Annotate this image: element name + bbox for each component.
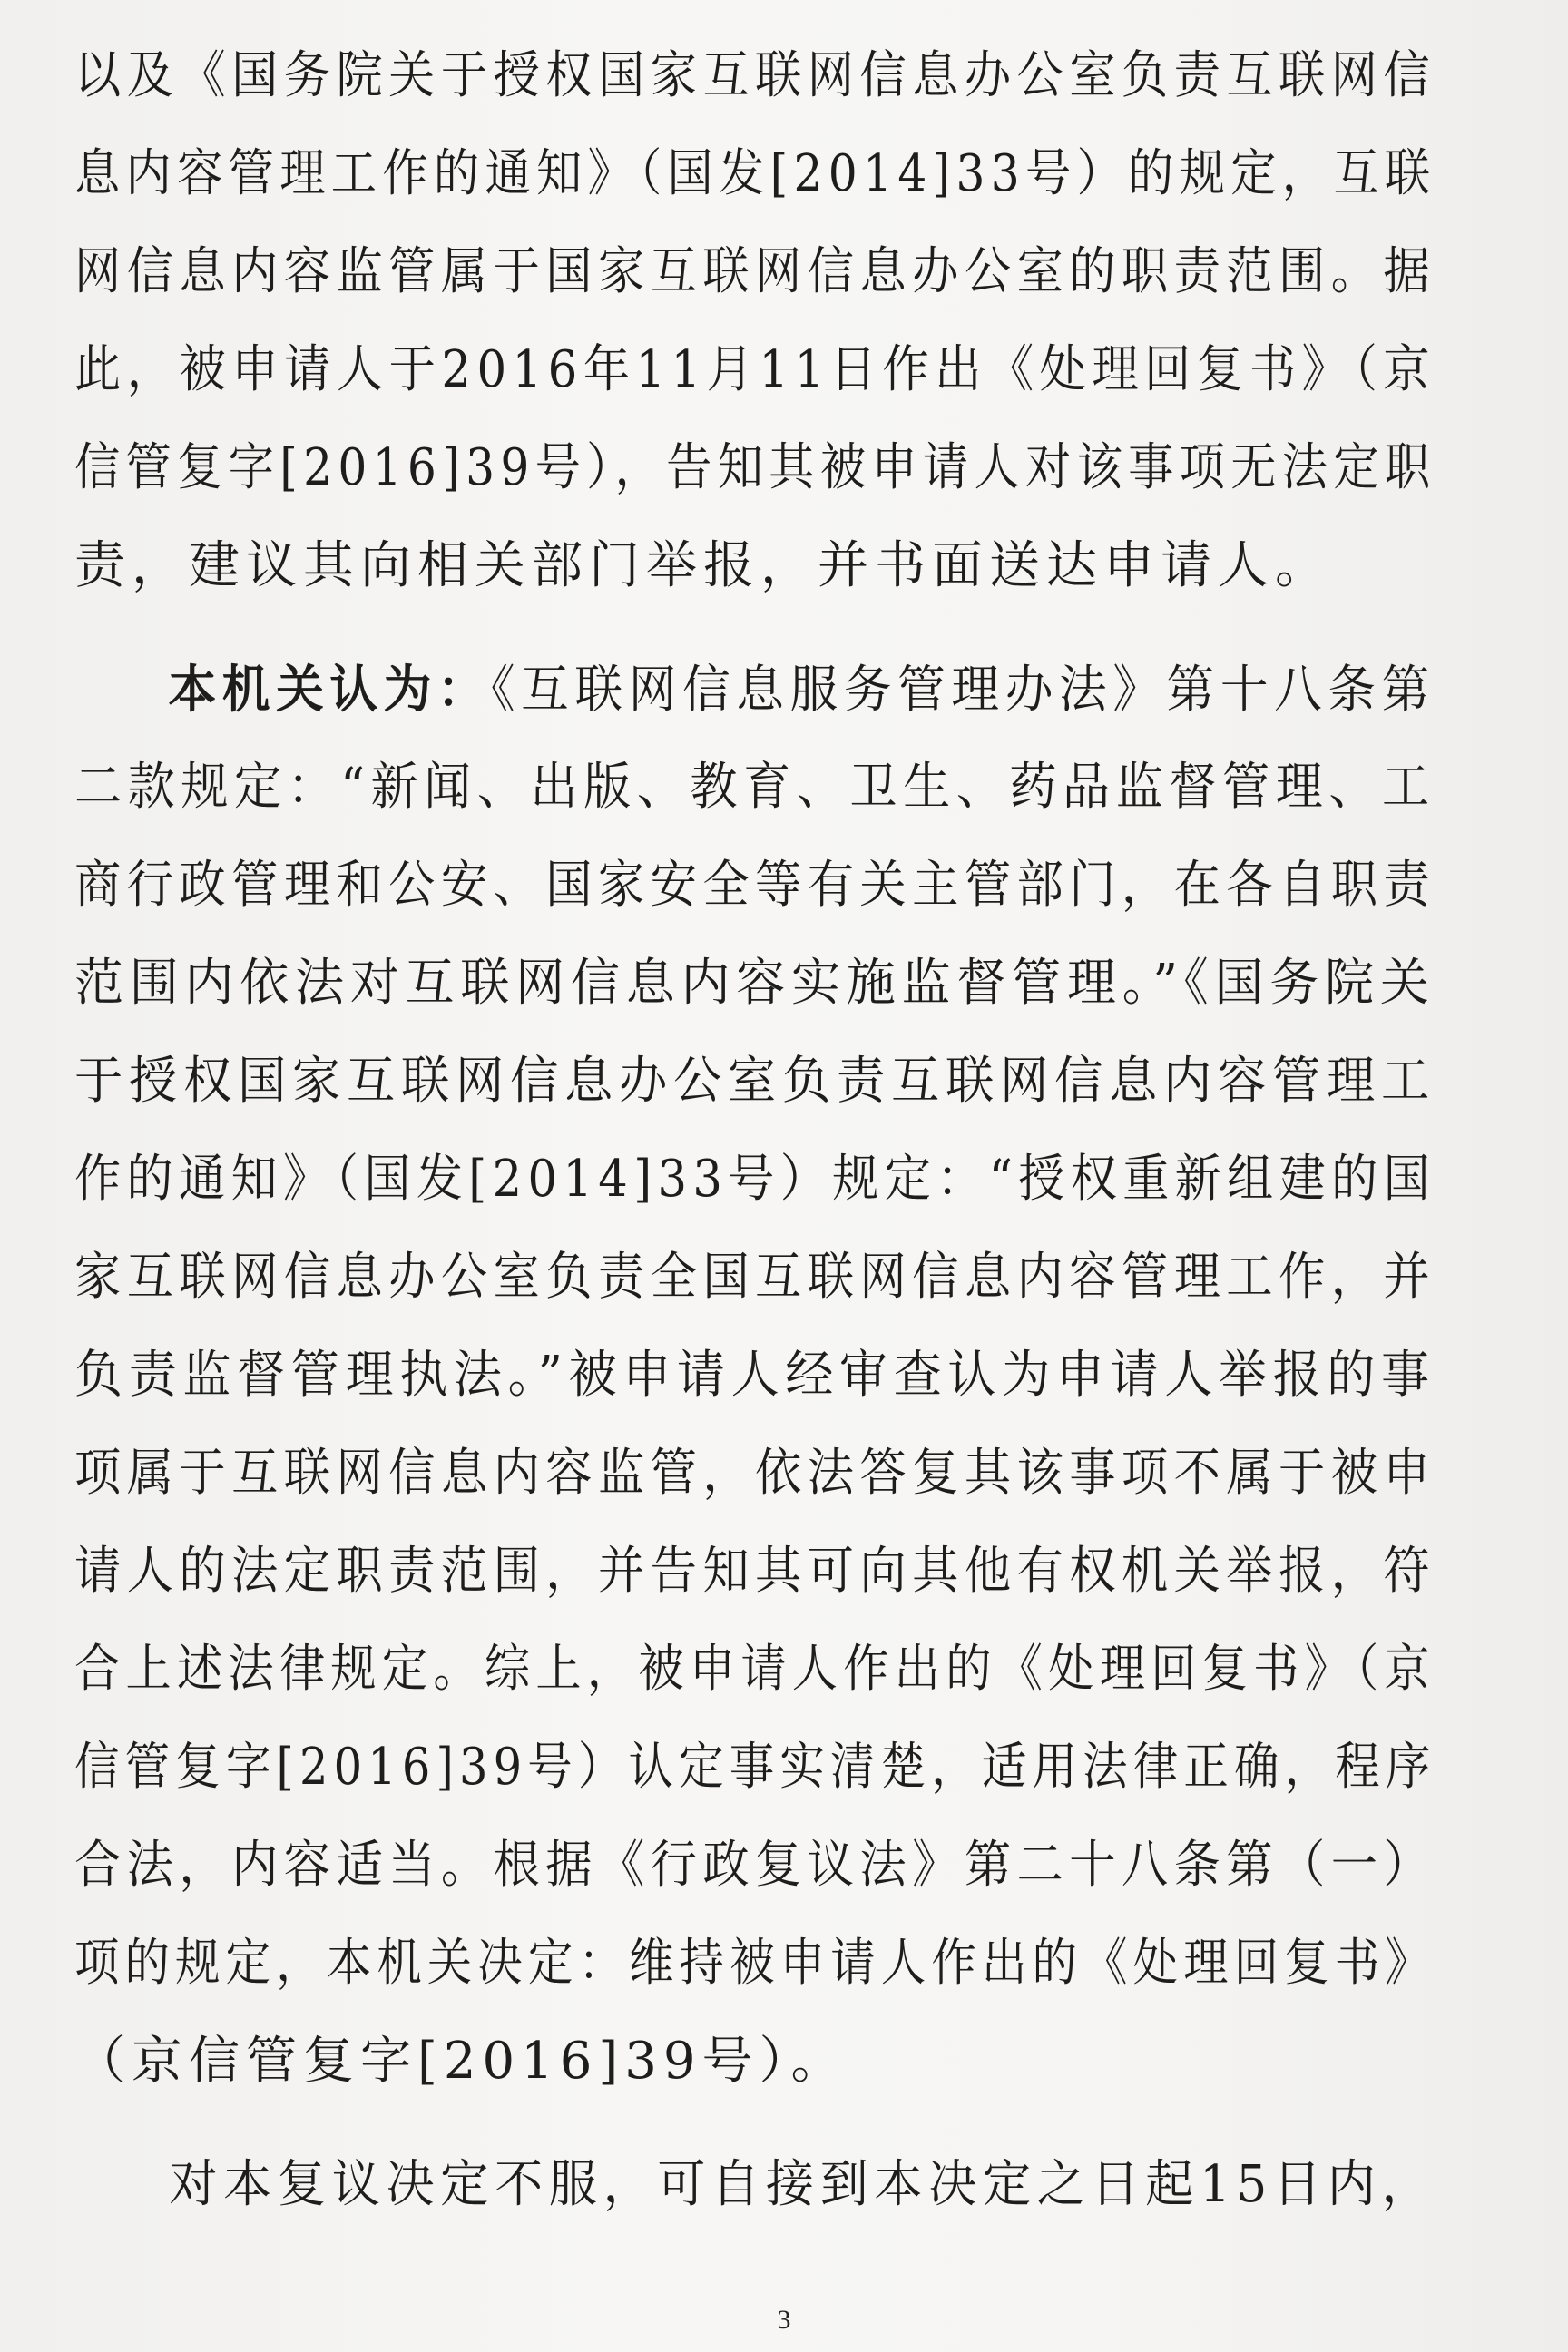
text-line-first: [74, 641, 1436, 739]
text-line: 项属于互联网信息内容监管，依法答复其该事项不属于被申: [74, 1444, 1436, 1503]
text-line: 二款规定：“新闻、出版、教育、卫生、药品监督管理、工: [74, 758, 1436, 817]
text-line: 息内容管理工作的通知》（国发[2014]33号）的规定，互联: [74, 144, 1436, 203]
text-line: 作的通知》（国发[2014]33号）规定：“授权重新组建的国: [74, 1150, 1436, 1209]
text-line: 信管复字[2016]39号）认定事实清楚，适用法律正确，程序: [74, 1738, 1436, 1797]
text-line: 请人的法定职责范围，并告知其可向其他有权机关举报，符: [74, 1542, 1436, 1601]
text-line: 对本复议决定不服，可自接到本决定之日起15日内，: [169, 2155, 1436, 2214]
text-line: 信管复字[2016]39号），告知其被申请人对该事项无法定职: [74, 438, 1436, 497]
paragraph-spacer: [74, 615, 1436, 641]
page-number: 3: [777, 2305, 791, 2335]
text-line: 此，被申请人于2016年11月11日作出《处理回复书》（京: [74, 340, 1436, 399]
text-line: 以及《国务院关于授权国家互联网信息办公室负责互联网信: [74, 46, 1436, 105]
text-line: 合上述法律规定。综上，被申请人作出的《处理回复书》（京: [74, 1640, 1436, 1699]
text-line: 商行政管理和公安、国家安全等有关主管部门，在各自职责: [74, 856, 1436, 915]
text-line-continuation: 《互联网信息服务管理办法》第十八条第: [491, 661, 1436, 720]
lead-heading: 本机关认为：: [168, 660, 492, 720]
paragraph-1: [74, 27, 1436, 615]
paragraph-spacer: [74, 2111, 1436, 2136]
text-line: 于授权国家互联网信息办公室负责互联网信息内容管理工: [74, 1052, 1436, 1111]
text-line: 项的规定，本机关决定：维持被申请人作出的《处理回复书》: [74, 1934, 1436, 1993]
text-line: 家互联网信息办公室负责全国互联网信息内容管理工作，并: [74, 1248, 1436, 1307]
text-line: （京信管复字[2016]39号）。: [74, 2032, 848, 2091]
text-line: 网信息内容监管属于国家互联网信息办公室的职责范围。据: [74, 242, 1436, 301]
document-body: [74, 27, 1436, 2234]
paragraph-2: [74, 641, 1436, 2111]
text-line: 责，建议其向相关部门举报，并书面送达申请人。: [74, 536, 1332, 595]
text-line: 合法，内容适当。根据《行政复议法》第二十八条第（一）: [74, 1836, 1436, 1895]
text-line: 范围内依法对互联网信息内容实施监督管理。”《国务院关: [74, 954, 1436, 1013]
paragraph-3: [74, 2136, 1436, 2234]
text-line: 负责监督管理执法。”被申请人经审查认为申请人举报的事: [74, 1346, 1436, 1405]
